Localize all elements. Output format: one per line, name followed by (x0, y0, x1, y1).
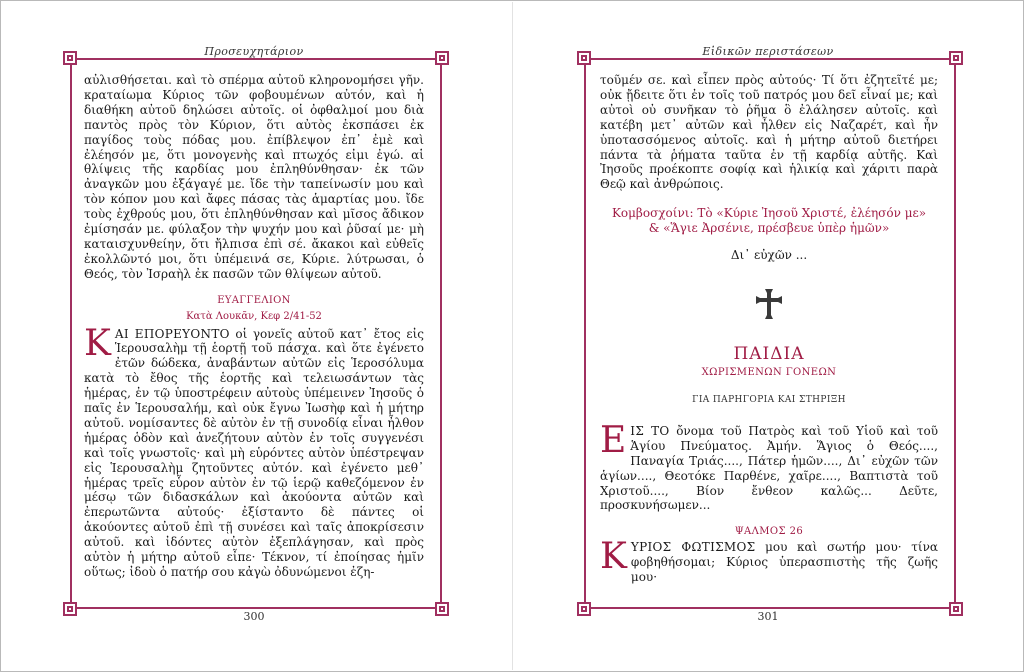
section-note: ΓΙΑ ΠΑΡΗΓΟΡΙΑ ΚΑΙ ΣΤΗΡΙΞΗ (692, 394, 846, 405)
right-page (512, 0, 1024, 672)
gospel-text: οἱ γονεῖς αὐτοῦ κατ᾽ ἔτος εἰς Ἱερουσαλὴμ τῇ ἑορτῇ τοῦ πάσχα. καὶ ὅτε ἐγένετο ἐτῶν δώδεκα, ἀναβάντων αὐτῶν εἰς Ἱεροσόλυμα κατὰ τὸ ἔθος τῆς ἑορτῆς καὶ τελειωσάντων τὰς ἡμέρας, ἐν τῷ ὑποστρέφειν αὐτοὺς ὑπέμεινεν Ἰησοῦς ὁ παῖς ἐν Ἱερουσαλήμ, καὶ οὐκ ἔγνω Ἰωσὴφ καὶ ἡ μήτηρ αὐτοῦ. νομίσαντες δὲ αὐτὸν ἐν τῇ συνοδίᾳ εἶναι ἦλθον ἡμέρας ὁδὸν καὶ ἀνεζήτουν αὐτὸν ἐν τοῖς συγγενέσι καὶ τοῖς γνωστοῖς· καὶ μὴ εὑρόντες αὐτὸν ὑπέστρεψαν εἰς Ἱερουσαλὴμ ζητοῦντες αὐτόν. καὶ ἐγένετο μεθ᾽ ἡμέρας τρεῖς εὗρον αὐτὸν ἐν τῷ ἱερῷ καθεζόμενον ἐν μέσῳ τῶν διδασκάλων καὶ ἀκούοντα αὐτῶν καὶ ἐπερωτῶντα αὐτούς· ἐξίσταντο δὲ πάντες οἱ ἀκούοντες αὐτοῦ ἐπὶ τῇ συνέσει καὶ ταῖς ἀποκρίσεσιν αὐτοῦ. καὶ ἰδόντες αὐτὸν ἐξεπλάγησαν, καὶ πρὸς αὐτὸν ἡ μήτηρ αὐτοῦ εἶπε· Τέκνον, τί ἐποίησας ἡμῖν οὕτως; ἰδοὺ ὁ πατήρ σου κἀγὼ ὀδυνώμενοι ἐζη- (84, 326, 424, 579)
psalm-paragraph (600, 536, 938, 585)
gospel-reference: Κατὰ Λουκᾶν, Κεφ 2/41-52 (186, 310, 322, 322)
running-head-text: Εἰδικῶν περιστάσεων (694, 45, 841, 58)
psalm-heading: ΨΑΛΜΟΣ 26 (734, 526, 804, 538)
opening-prayers (600, 419, 938, 513)
section-title: ΠΑΙΔΙΑ (733, 344, 805, 365)
gospel-paragraph (84, 322, 424, 580)
page-number-text: 300 (236, 610, 273, 623)
left-page-text (84, 73, 424, 580)
page-number (512, 610, 1024, 623)
komboskoini-instruction (600, 206, 938, 236)
gospel-heading: ΕΥΑΓΓΕΛΙΟΝ (217, 294, 291, 306)
lead-caps: ΥΡΙΟΣ ΦΩΤΙΣΜΟΣ (630, 540, 756, 555)
running-head-text: Προσευχητάριον (196, 45, 311, 58)
drop-cap: Κ (84, 322, 111, 364)
gospel-continuation: τοῦμέν σε. καὶ εἶπεν πρὸς αὐτούς· Τί ὅτι ἐζητεῖτέ με; οὐκ ᾔδειτε ὅτι ἐν τοῖς τοῦ πατρός μου δεῖ εἶναί με; καὶ αὐτοὶ οὐ συνῆκαν τὸ ῥῆμα ὃ ἐλάλησεν αὐτοῖς. καὶ κατέβη μετ᾽ αὐτῶν καὶ ἦλθεν εἰς Ναζαρέτ, καὶ ἦν ὑποτασσόμενος αὐτοῖς. καὶ ἡ μήτηρ αὐτοῦ διετήρει πάντα τὰ ῥήματα ταῦτα ἐν τῇ καρδίᾳ αὐτῆς. Καὶ Ἰησοῦς προέκοπτε σοφίᾳ καὶ ἡλικίᾳ καὶ χάριτι παρὰ Θεῷ καὶ ἀνθρώποις. (600, 73, 938, 192)
drop-cap: Ε (600, 419, 627, 461)
di-euchon: Δι᾽ εὐχῶν ... (730, 248, 808, 263)
running-head (512, 45, 1024, 58)
komboskoini-line: & «Ἅγιε Ἀρσένιε, πρέσβευε ὑπὲρ ἡμῶν» (648, 221, 890, 236)
drop-cap: Κ (600, 536, 627, 578)
psalm-text: μου καὶ σωτήρ μου· τίνα φοβηθήσομαι; Κύριος ὑπερασπιστὴς τῆς ζωῆς μου· (630, 540, 938, 585)
section-subtitle: ΧΩΡΙΣΜΕΝΩΝ ΓΟΝΕΩΝ (701, 367, 837, 379)
psalm-continuation: αὐλισθήσεται. καὶ τὸ σπέρμα αὐτοῦ κληρονομήσει γῆν. κραταίωμα Κύριος τῶν φοβουμένων αὐτόν, καὶ ἡ διαθήκη αὐτοῦ δηλώσει αὐτοῖς. οἱ ὀφθαλμοί μου διὰ παντὸς πρὸς τὸν Κύριον, ὅτι αὐτὸς ἐκσπάσει ἐκ παγίδος τοὺς πόδας μου. ἐπίβλεψον ἐπ᾽ ἐμὲ καὶ ἐλέησόν με, ὅτι μονογενὴς καὶ πτωχός εἰμι ἐγώ. αἱ θλίψεις τῆς καρδίας μου ἐπληθύνθησαν· ἐκ τῶν ἀναγκῶν μου ἐξάγαγέ με. ἴδε τὴν ταπείνωσίν μου καὶ τὸν κόπον μου καὶ ἄφες πάσας τὰς ἁμαρτίας μου. ἴδε τοὺς ἐχθρούς μου, ὅτι ἐπληθύνθησαν καὶ μῖσος ἄδικον ἐμίσησάν με. φύλαξον τὴν ψυχήν μου καὶ ῥῦσαί με· μὴ καταισχυνθείην, ὅτι ἤλπισα ἐπὶ σέ. ἄκακοι καὶ εὐθεῖς ἐκολλῶντό μοι, ὅτι ὑπέμεινά σε, Κύριε. λύτρωσαι, ὁ Θεός, τὸν Ἰσραὴλ ἐκ πασῶν τῶν θλίψεων αὐτοῦ. (84, 73, 424, 281)
page-number (0, 610, 508, 623)
cross-ornament-icon (755, 287, 783, 321)
right-page-text (600, 73, 938, 585)
running-head (0, 45, 508, 58)
lead-caps: ΙΣ ΤΟ (630, 423, 670, 438)
lead-caps: ΑΙ ΕΠΟΡΕΥΟΝΤΟ (114, 326, 230, 341)
prayer-text: ὄνομα τοῦ Πατρὸς καὶ τοῦ Υἱοῦ καὶ τοῦ Ἁγίου Πνεύματος. Ἀμήν. Ἅγιος ὁ Θεός...., Παναγία Τριάς...., Πάτερ ἡμῶν...., Δι᾽ εὐχῶν τῶν ἁγίων...., Θεοτόκε Παρθένε, χαῖρε...., Βαπτιστὰ τοῦ Χριστοῦ...., Βίον ἔνθεον καλῶς... Δεῦτε, προσκυνήσωμεν... (600, 423, 938, 513)
page-number-text: 301 (750, 610, 787, 623)
komboskoini-line: Κομβοσχοίνι: Τὸ «Κύριε Ἰησοῦ Χριστέ, ἐλέησόν με» (611, 206, 927, 221)
